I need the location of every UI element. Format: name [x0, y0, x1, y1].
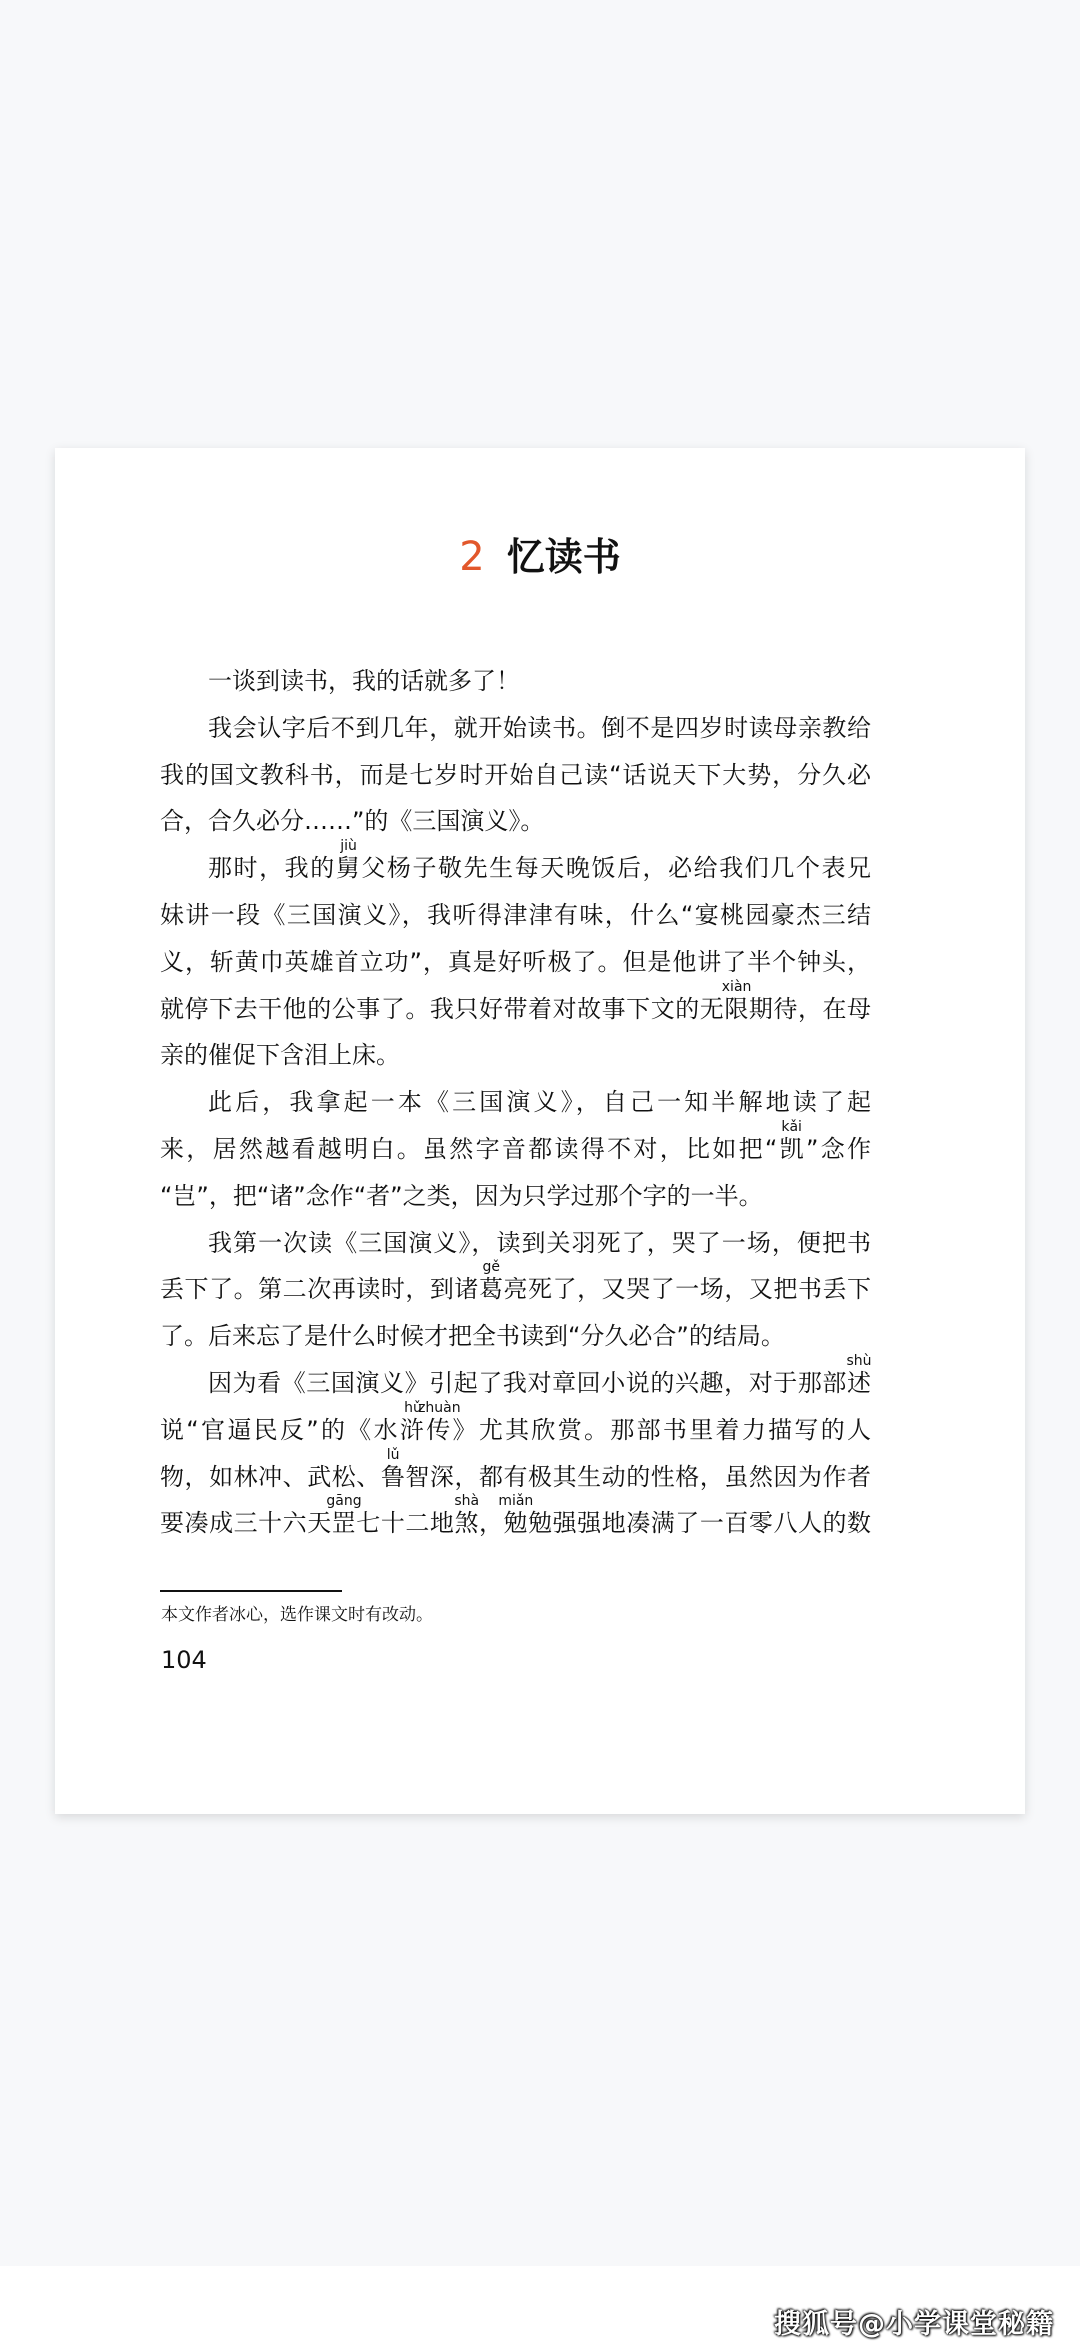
- pinyin-annotation: gě: [482, 1259, 500, 1276]
- text-segment: 妹讲一段《三国演义》，我听得津津有味，什么“宴桃园豪杰三结: [160, 900, 871, 929]
- watermark: 搜狐号@小学课堂秘籍: [774, 2309, 1054, 2340]
- textbook-page: [55, 448, 1025, 1814]
- text-line: [160, 1313, 871, 1360]
- text-line: [160, 838, 872, 892]
- text-line: [160, 978, 872, 1033]
- annotated-character: [846, 1352, 872, 1397]
- text-segment: 此后，我拿起一本《三国演义》，自己一知半解地读了起: [208, 1088, 871, 1117]
- character: 舅: [335, 854, 362, 883]
- text-segment: 合，合久必分……”的《三国演义》。: [160, 807, 545, 836]
- text-segment: 亮死了，又哭了一场，又把书丢下: [503, 1275, 872, 1304]
- text-segment: 就停下去干他的公事了。我只好带着对故事下文的无: [160, 994, 725, 1023]
- character: 传: [426, 1415, 453, 1444]
- character: 葛: [478, 1275, 504, 1304]
- text-line: [160, 1259, 872, 1313]
- page-number: 104: [161, 1646, 207, 1674]
- text-segment: 要凑成三十六天: [160, 1509, 332, 1538]
- text-segment: 丢下了。第二次再读时，到诸: [160, 1275, 479, 1304]
- text-segment: 一谈到读书，我的话就多了！: [208, 667, 520, 695]
- text-line: [160, 1118, 872, 1173]
- text-line: [160, 1079, 871, 1126]
- text-line: [160, 658, 871, 705]
- lesson-body: [160, 658, 871, 1547]
- annotated-character: [454, 1493, 480, 1538]
- pinyin-annotation: hǔ: [404, 1399, 422, 1416]
- pinyin-annotation: zhuàn: [418, 1399, 461, 1416]
- text-segment: ，: [479, 1509, 504, 1538]
- annotated-character: [418, 1399, 461, 1444]
- pinyin-annotation: miǎn: [498, 1493, 534, 1510]
- character: 勉: [503, 1509, 529, 1538]
- lesson-title-text: 忆读书: [506, 535, 621, 579]
- text-segment: 我第一次读《三国演义》，读到关羽死了，哭了一场，便把书: [208, 1228, 871, 1257]
- text-line: [160, 892, 871, 939]
- text-line: [160, 1032, 871, 1079]
- text-segment: 物，如林冲、武松、: [160, 1462, 381, 1491]
- text-segment: 那时，我的: [208, 854, 336, 883]
- annotated-character: [721, 978, 752, 1023]
- annotated-character: [326, 1493, 362, 1538]
- text-segment: 我会认字后不到几年，就开始读书。倒不是四岁时读母亲教给: [208, 713, 871, 742]
- character: 煞: [454, 1509, 479, 1538]
- annotated-character: [380, 1446, 406, 1491]
- text-segment: 七十二地: [356, 1509, 455, 1538]
- pinyin-annotation: xiàn: [721, 978, 752, 995]
- character: 凯: [777, 1134, 806, 1163]
- pinyin-annotation: lǔ: [386, 1446, 400, 1463]
- lesson-title: [55, 526, 1025, 581]
- character: 罡: [331, 1509, 357, 1538]
- footnote-divider: [160, 1590, 342, 1592]
- lesson-number: 2: [459, 534, 485, 580]
- text-segment: 因为看《三国演义》引起了我对章回小说的兴趣，对于那部: [208, 1368, 847, 1397]
- text-segment: 我的国文教科书，而是七岁时开始自己读“话说天下大势，分久必: [160, 760, 871, 789]
- character: 浒: [399, 1415, 427, 1444]
- annotated-character: [399, 1399, 427, 1444]
- character: 鲁: [380, 1462, 406, 1491]
- pinyin-annotation: shù: [846, 1352, 872, 1369]
- text-line: [160, 939, 871, 986]
- text-segment: 》尤其欣赏。那部书里着力描写的人: [452, 1415, 872, 1444]
- footnote: 本文作者冰心，选作课文时有改动。: [161, 1605, 433, 1625]
- text-segment: 亲的催促下含泪上床。: [160, 1041, 400, 1070]
- text-segment: 义，斩黄巾英雄首立功”，真是好听极了。但是他讲了半个钟头，: [160, 947, 871, 976]
- text-segment: 说“官逼民反”的《水: [160, 1415, 400, 1444]
- text-segment: 勉强强地凑满了一百零八人的数: [528, 1509, 872, 1538]
- text-segment: 了。后来忘了是什么时候才把全书读到“分久必合”的结局。: [160, 1322, 785, 1351]
- text-line: [160, 752, 871, 799]
- text-segment: 智深，都有极其生动的性格，虽然因为作者: [405, 1462, 872, 1491]
- character: 述: [847, 1368, 871, 1397]
- text-line: [160, 1173, 871, 1220]
- character: 限: [724, 994, 749, 1023]
- pinyin-annotation: gāng: [326, 1493, 362, 1510]
- text-segment: 期待，在母: [748, 994, 872, 1023]
- text-line: [160, 1493, 872, 1547]
- text-line: [160, 1220, 871, 1267]
- pinyin-annotation: jiù: [340, 838, 357, 855]
- text-segment: “岂”，把“诸”念作“者”之类，因为只学过那个字的一半。: [160, 1181, 763, 1210]
- annotated-character: [478, 1259, 504, 1304]
- annotated-character: [777, 1118, 806, 1163]
- annotated-character: [335, 838, 362, 883]
- text-segment: ”念作: [805, 1134, 872, 1163]
- annotated-character: [498, 1493, 534, 1538]
- text-line: [160, 1399, 872, 1454]
- text-line: [160, 798, 871, 845]
- text-line: [160, 1352, 872, 1407]
- pinyin-annotation: shà: [454, 1493, 480, 1510]
- text-segment: 父杨子敬先生每天晚饭后，必给我们几个表兄: [361, 854, 872, 883]
- pinyin-annotation: kǎi: [781, 1118, 802, 1135]
- text-line: [160, 705, 871, 752]
- text-segment: 来，居然越看越明白。虽然字音都读得不对，比如把“: [160, 1134, 778, 1163]
